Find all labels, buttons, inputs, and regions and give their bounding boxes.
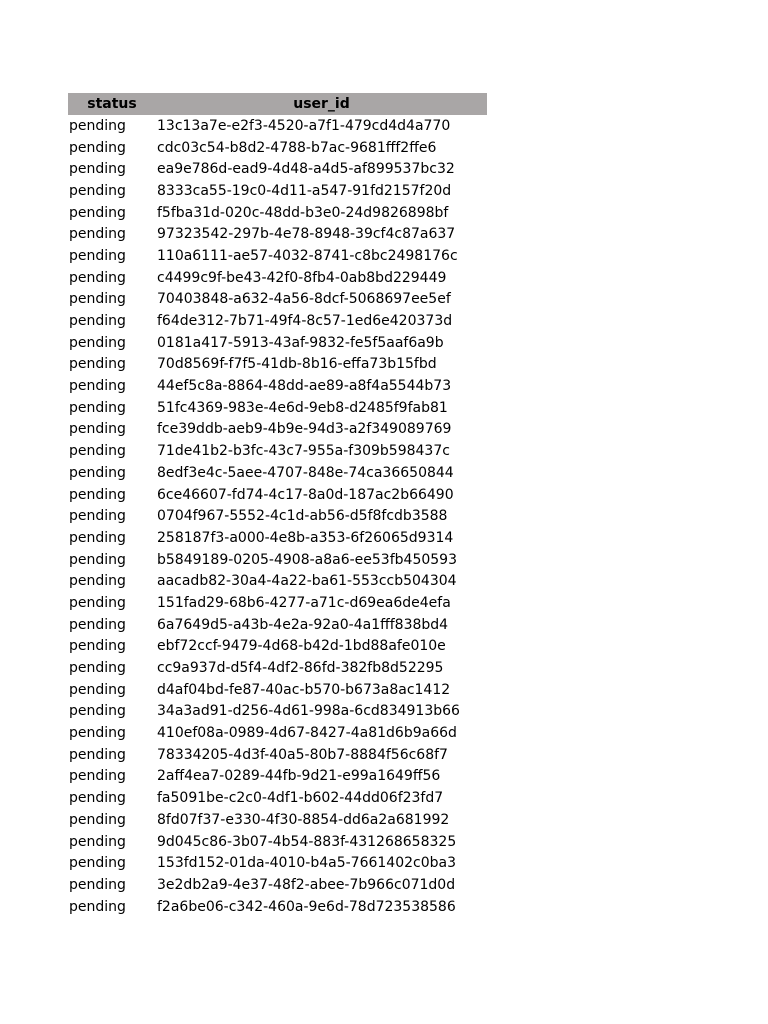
status-cell: pending [69,725,126,742]
table-row [68,852,487,874]
table-row [68,115,487,137]
table-row [68,332,487,354]
table-row [68,354,487,376]
table-row [68,223,487,245]
status-cell: pending [69,703,126,720]
status-cell: pending [69,594,126,611]
status-cell: pending [69,551,126,568]
table-row [68,766,487,788]
table-row [68,549,487,571]
status-cell: pending [69,356,126,373]
table-row [68,397,487,419]
status-cell: pending [69,182,126,199]
user-id-cell: 8fd07f37-e330-4f30-8854-dd6a2a681992 [157,811,450,828]
status-cell: pending [69,334,126,351]
table-row [68,722,487,744]
table-row [68,527,487,549]
status-cell: pending [69,291,126,308]
table-row [68,831,487,853]
table-row [68,484,487,506]
status-cell: pending [69,876,126,893]
user-id-cell: fa5091be-c2c0-4df1-b602-44dd06f23fd7 [157,790,444,807]
table-row [68,158,487,180]
status-cell: pending [69,486,126,503]
status-cell: pending [69,811,126,828]
user-id-cell: aacadb82-30a4-4a22-ba61-553ccb504304 [157,573,457,590]
user-id-cell: 6ce46607-fd74-4c17-8a0d-187ac2b66490 [157,486,454,503]
table-row [68,614,487,636]
user-id-cell: ebf72ccf-9479-4d68-b42d-1bd88afe010e [157,638,446,655]
user-id-cell: 70403848-a632-4a56-8dcf-5068697ee5ef [157,291,451,308]
user-id-cell: 151fad29-68b6-4277-a71c-d69ea6de4efa [157,594,451,611]
status-cell: pending [69,508,126,525]
user-id-cell: 6a7649d5-a43b-4e2a-92a0-4a1fff838bd4 [157,616,449,633]
status-cell: pending [69,616,126,633]
user-id-cell: c4499c9f-be43-42f0-8fb4-0ab8bd229449 [157,269,447,286]
status-cell: pending [69,681,126,698]
table-row [68,202,487,224]
table-row [68,180,487,202]
user-id-cell: cc9a937d-d5f4-4df2-86fd-382fb8d52295 [157,660,444,677]
status-cell: pending [69,790,126,807]
data-table [68,93,487,917]
user-id-cell: 2aff4ea7-0289-44fb-9d21-e99a1649ff56 [157,768,441,785]
user-id-cell: 153fd152-01da-4010-b4a5-7661402c0ba3 [157,855,456,872]
table-row [68,289,487,311]
user-id-cell: 8333ca55-19c0-4d11-a547-91fd2157f20d [157,182,452,199]
table-row [68,419,487,441]
table-row [68,570,487,592]
user-id-cell: 110a6111-ae57-4032-8741-c8bc2498176c [157,247,458,264]
user-id-cell: f64de312-7b71-49f4-8c57-1ed6e420373d [157,313,453,330]
user-id-cell: 3e2db2a9-4e37-48f2-abee-7b966c071d0d [157,876,456,893]
user-id-cell: 0704f967-5552-4c1d-ab56-d5f8fcdb3588 [157,508,448,525]
status-cell: pending [69,573,126,590]
table-row [68,310,487,332]
user-id-cell: 51fc4369-983e-4e6d-9eb8-d2485f9fab81 [157,399,448,416]
user-id-cell: 9d045c86-3b07-4b54-883f-431268658325 [157,833,457,850]
status-cell: pending [69,660,126,677]
table-row [68,787,487,809]
status-cell: pending [69,529,126,546]
table-row [68,896,487,918]
user-id-cell: ea9e786d-ead9-4d48-a4d5-af899537bc32 [157,161,455,178]
status-cell: pending [69,898,126,915]
user-id-cell: 78334205-4d3f-40a5-80b7-8884f56c68f7 [157,746,448,763]
user-id-cell: 8edf3e4c-5aee-4707-848e-74ca36650844 [157,464,454,481]
status-cell: pending [69,399,126,416]
user-id-cell: cdc03c54-b8d2-4788-b7ac-9681fff2ffe6 [157,139,437,156]
user-id-cell: b5849189-0205-4908-a8a6-ee53fb450593 [157,551,457,568]
user-id-cell: 34a3ad91-d256-4d61-998a-6cd834913b66 [157,703,460,720]
status-cell: pending [69,421,126,438]
table-row [68,245,487,267]
user-id-cell: f5fba31d-020c-48dd-b3e0-24d9826898bf [157,204,449,221]
user-id-cell: fce39ddb-aeb9-4b9e-94d3-a2f349089769 [157,421,452,438]
table-row [68,440,487,462]
table-body [68,115,487,917]
status-cell: pending [69,161,126,178]
table-row [68,679,487,701]
table-row [68,375,487,397]
user-id-cell: 71de41b2-b3fc-43c7-955a-f309b598437c [157,443,450,460]
status-cell: pending [69,443,126,460]
status-cell: pending [69,269,126,286]
status-cell: pending [69,833,126,850]
user-id-cell: 258187f3-a000-4e8b-a353-6f26065d9314 [157,529,454,546]
status-cell: pending [69,204,126,221]
status-cell: pending [69,746,126,763]
user-id-cell: f2a6be06-c342-460a-9e6d-78d723538586 [157,898,456,915]
status-cell: pending [69,855,126,872]
table-row [68,809,487,831]
user-id-cell: d4af04bd-fe87-40ac-b570-b673a8ac1412 [157,681,451,698]
table-row [68,137,487,159]
user-id-cell: 13c13a7e-e2f3-4520-a7f1-479cd4d4a770 [157,117,451,134]
status-cell: pending [69,139,126,156]
table-row [68,701,487,723]
status-cell: pending [69,313,126,330]
user-id-cell: 0181a417-5913-43af-9832-fe5f5aaf6a9b [157,334,444,351]
user-id-cell: 44ef5c8a-8864-48dd-ae89-a8f4a5544b73 [157,378,452,395]
table-header [68,93,487,115]
table-row [68,636,487,658]
user-id-cell: 97323542-297b-4e78-8948-39cf4c87a637 [157,226,456,243]
status-cell: pending [69,638,126,655]
status-cell: pending [69,464,126,481]
table-row [68,592,487,614]
status-cell: pending [69,378,126,395]
table-row [68,462,487,484]
column-header-user-id: user_id [293,96,350,112]
table-row [68,267,487,289]
user-id-cell: 70d8569f-f7f5-41db-8b16-effa73b15fbd [157,356,437,373]
table-row [68,874,487,896]
user-id-cell: 410ef08a-0989-4d67-8427-4a81d6b9a66d [157,725,457,742]
column-header-status: status [87,96,137,112]
status-cell: pending [69,768,126,785]
table-row [68,657,487,679]
table-row [68,744,487,766]
status-cell: pending [69,247,126,264]
table-row [68,505,487,527]
status-cell: pending [69,117,126,134]
status-cell: pending [69,226,126,243]
